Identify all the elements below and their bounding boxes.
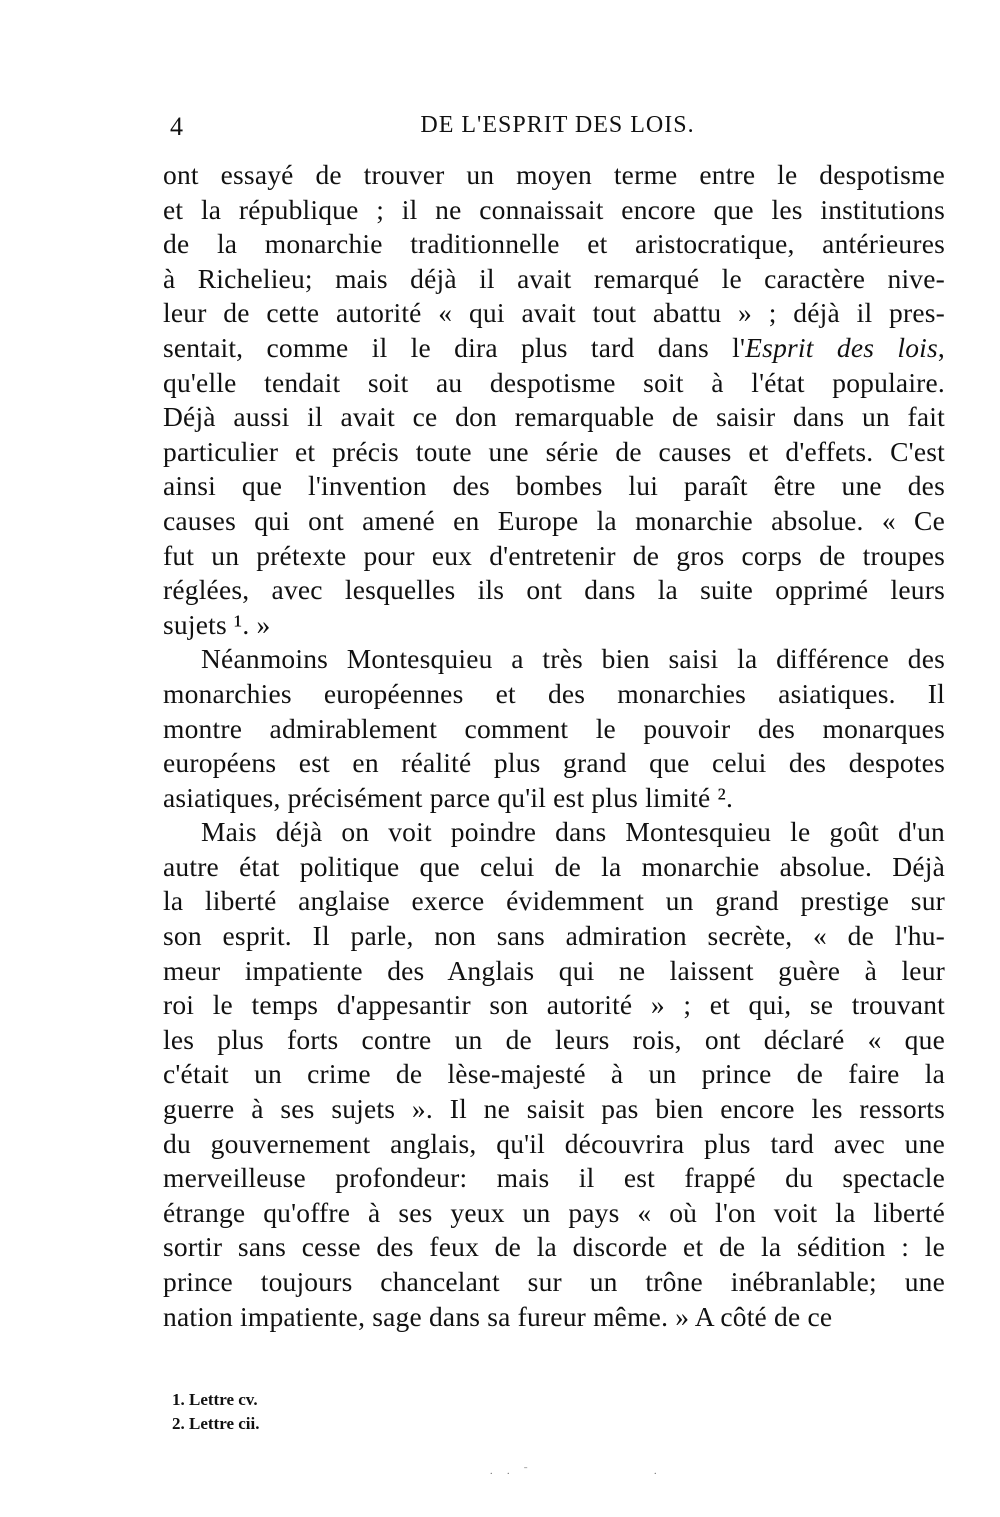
scan-speck: . . ˉ: [490, 1466, 534, 1477]
text-line: Mais déjà on voit poindre dans Montesquieu le goût d'un: [201, 816, 945, 848]
text-line: son esprit. Il parle, non sans admiration secrète, « de l'hu-: [163, 920, 945, 952]
text-line: ainsi que l'invention des bombes lui paraît être une des: [163, 470, 945, 502]
text-line: monarchies européennes et des monarchies asiatiques. Il: [163, 677, 945, 709]
text-line: la liberté anglaise exerce évidemment un grand prestige sur: [163, 885, 945, 917]
text-line: montre admirablement comment le pouvoir des monarques: [163, 712, 945, 744]
text-line: qu'elle tendait soit au despotisme soit à l'état populaire.: [163, 366, 945, 398]
text-line: prince toujours chancelant sur un trône inébranlable; une: [163, 1266, 945, 1297]
book-title: Esprit des lois: [745, 331, 938, 363]
text-line: meur impatiente des Anglais qui ne laissent guère à leur: [163, 954, 945, 986]
text-line: réglées, avec lesquelles ils ont dans la suite opprimé leurs: [163, 574, 945, 606]
page-header: [170, 112, 945, 148]
text-line: et la république ; il ne connaissait encore que les institutions: [163, 193, 945, 225]
paragraph: [163, 815, 945, 1334]
text-line: leur de cette autorité « qui avait tout abattu » ; déjà il pres-: [163, 297, 945, 329]
text-line: roi le temps d'appesantir son autorité » ; et qui, se trouvant: [163, 989, 945, 1021]
text-line: fut un prétexte pour eux d'entretenir de gros corps de troupes: [163, 539, 945, 571]
text-line: Déjà aussi il avait ce don remarquable de saisir dans un fait: [163, 401, 945, 433]
text-line: particulier et précis toute une série de causes et d'effets. C'est: [163, 435, 945, 467]
text-line: européens est en réalité plus grand que celui des despotes: [163, 747, 945, 779]
scan-speck: .: [654, 1466, 657, 1477]
running-title: DE L'ESPRIT DES LOIS.: [420, 112, 695, 138]
body-text: [163, 158, 945, 1334]
text-line: asiatiques, précisément parce qu'il est plus limité ².: [163, 781, 734, 813]
text-line: de la monarchie traditionnelle et aristocratique, antérieures: [163, 228, 945, 260]
footnotes: [172, 1388, 259, 1436]
text-line: merveilleuse profondeur: mais il est frappé du spectacle: [163, 1162, 945, 1194]
text-line: nation impatiente, sage dans sa fureur même. » A côté de ce: [163, 1300, 833, 1332]
text-line: causes qui ont amené en Europe la monarchie absolue. « Ce: [163, 504, 945, 536]
footnote: 1. Lettre cv.: [172, 1390, 258, 1409]
text-line: étrange qu'offre à ses yeux un pays « où l'on voit la liberté: [163, 1196, 945, 1228]
text-line: c'était un crime de lèse-majesté à un prince de faire la: [163, 1058, 945, 1090]
footnote: 2. Lettre cii.: [172, 1414, 260, 1433]
text-line: du gouvernement anglais, qu'il découvrira plus tard avec une: [163, 1127, 945, 1159]
text-line: les plus forts contre un de leurs rois, ont déclaré « que: [163, 1023, 945, 1055]
page-number: 4: [170, 112, 183, 141]
text-line: autre état politique que celui de la monarchie absolue. Déjà: [163, 850, 945, 882]
text-line: guerre à ses sujets ». Il ne saisit pas bien encore les ressorts: [163, 1093, 945, 1125]
text-line: ont essayé de trouver un moyen terme entre le despotisme: [163, 159, 945, 190]
paragraph: [163, 158, 945, 642]
text-line: sentait, comme il le dira plus tard dans l'Esprit des lois,: [163, 331, 945, 363]
paragraph: [163, 642, 945, 815]
text-line: à Richelieu; mais déjà il avait remarqué le caractère nive-: [163, 262, 945, 294]
text-line: sujets ¹. »: [163, 608, 271, 640]
text-line: sortir sans cesse des feux de la discorde et de la sédition : le: [163, 1231, 945, 1263]
text-line: Néanmoins Montesquieu a très bien saisi la différence des: [201, 643, 945, 675]
